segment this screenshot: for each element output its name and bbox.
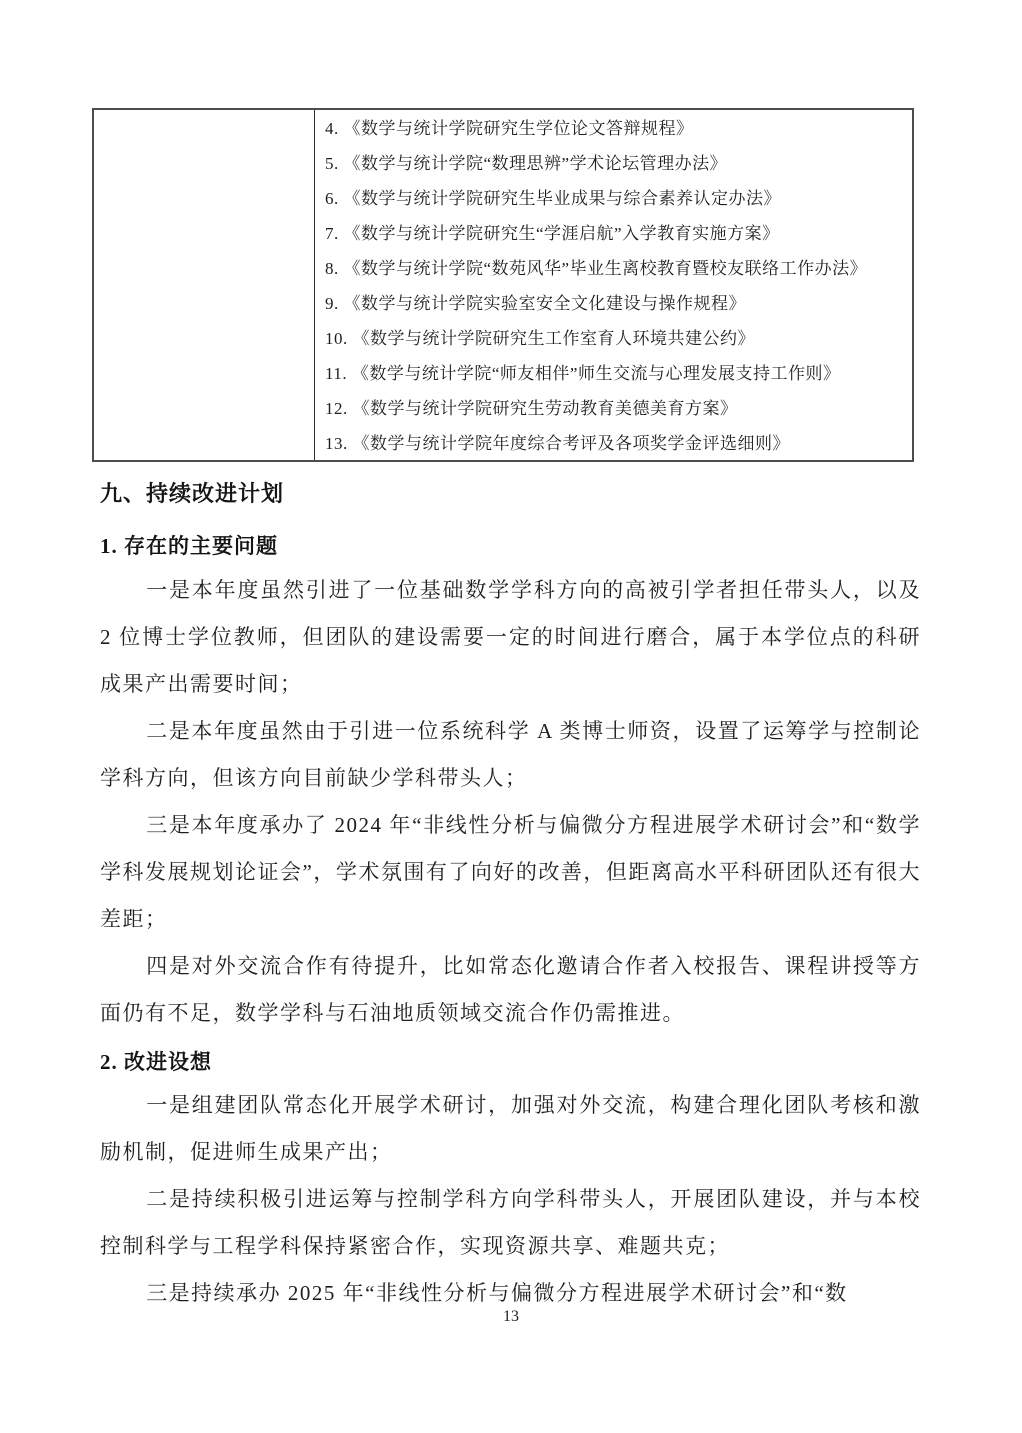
problem-paragraph-3: 三是本年度承办了 2024 年“非线性分析与偏微分方程进展学术研讨会”和“数学学科发展规划论证会”，学术氛围有了向好的改善，但距离高水平科研团队还有很大差距； [100,813,921,931]
regulation-item: 7. 《数学与统计学院研究生“学涯启航”入学教育实施方案》 [325,224,780,243]
regulation-item: 5. 《数学与统计学院“数理思辨”学术论坛管理办法》 [325,154,728,173]
regulations-table [92,108,914,462]
table-label-cell-empty [94,110,315,460]
problem-paragraph-2: 二是本年度虽然由于引进一位系统科学 A 类博士师资，设置了运筹学与控制论学科方向，但该方向目前缺少学科带头人； [100,719,921,790]
idea-paragraph-2: 二是持续积极引进运筹与控制学科方向学科带头人，开展团队建设，并与本校控制科学与工程学科保持紧密合作，实现资源共享、难题共克； [100,1187,921,1258]
subheading-improvement-ideas: 2. 改进设想 [100,1050,212,1074]
regulation-item: 6. 《数学与统计学院研究生毕业成果与综合素养认定办法》 [325,189,781,208]
idea-paragraph-3-truncated: 三是持续承办 2025 年“非线性分析与偏微分方程进展学术研讨会”和“数 [146,1281,848,1305]
section-heading-continuous-improvement: 九、持续改进计划 [100,481,285,506]
subheading-main-problems: 1. 存在的主要问题 [100,534,278,558]
regulation-item: 12. 《数学与统计学院研究生劳动教育美德美育方案》 [325,399,738,418]
regulation-item: 9. 《数学与统计学院实验室安全文化建设与操作规程》 [325,294,746,313]
table-regulation-list-cell [315,110,912,460]
regulation-item: 8. 《数学与统计学院“数苑风华”毕业生离校教育暨校友联络工作办法》 [325,259,868,278]
regulation-item: 13. 《数学与统计学院年度综合考评及各项奖学金评选细则》 [325,434,790,453]
idea-paragraph-1: 一是组建团队常态化开展学术研讨，加强对外交流，构建合理化团队考核和激励机制，促进师生成果产出； [100,1093,921,1164]
problem-paragraph-4: 四是对外交流合作有待提升，比如常态化邀请合作者入校报告、课程讲授等方面仍有不足，数学学科与石油地质领域交流合作仍需推进。 [100,954,921,1025]
regulation-item: 11. 《数学与统计学院“师友相伴”师生交流与心理发展支持工作则》 [325,364,841,383]
problem-paragraph-1: 一是本年度虽然引进了一位基础数学学科方向的高被引学者担任带头人，以及 2 位博士学位教师，但团队的建设需要一定的时间进行磨合，属于本学位点的科研成果产出需要时间； [100,578,921,696]
regulation-item: 10. 《数学与统计学院研究生工作室育人环境共建公约》 [325,329,755,348]
page-number: 13 [503,1308,519,1325]
regulation-item: 4. 《数学与统计学院研究生学位论文答辩规程》 [325,119,694,138]
